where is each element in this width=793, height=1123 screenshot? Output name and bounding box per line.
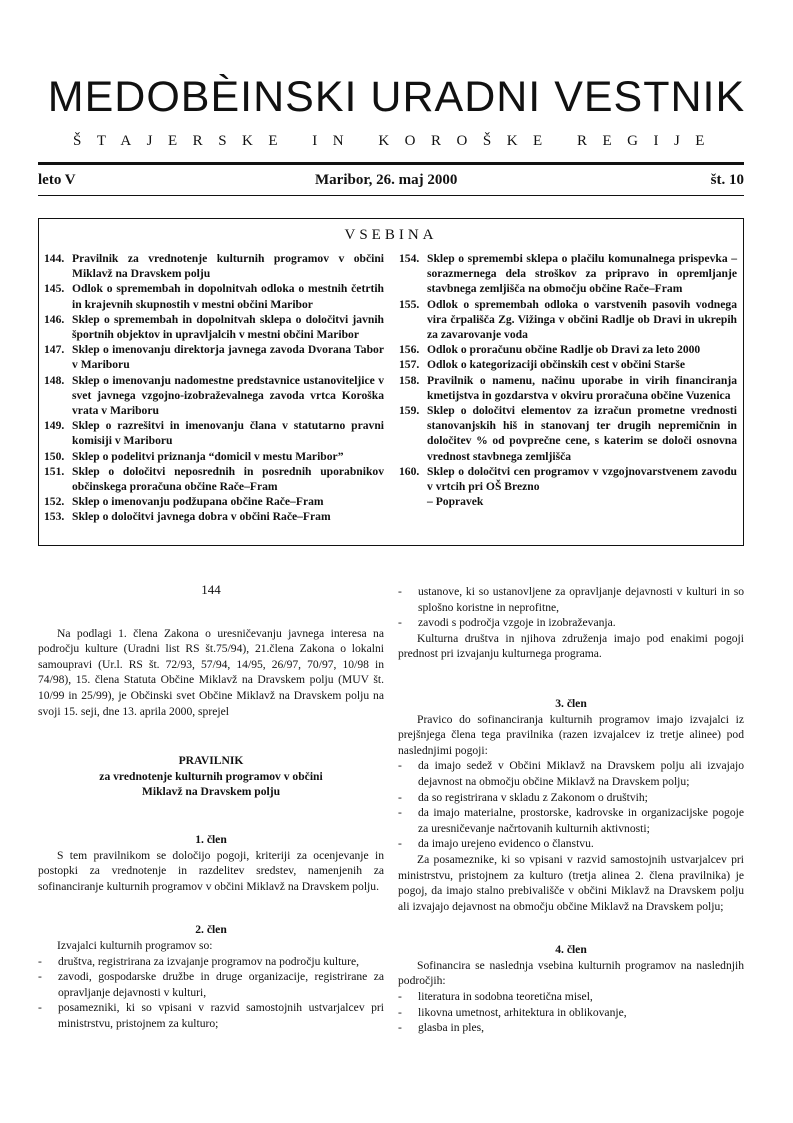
list-dash: - <box>38 970 42 984</box>
clen-4-heading: 4. člen <box>555 943 587 957</box>
list-item <box>398 1005 744 1021</box>
issue-line <box>38 172 744 192</box>
toc-entry[interactable] <box>399 297 737 343</box>
toc-right-column <box>399 251 737 509</box>
toc-entry[interactable] <box>399 464 737 494</box>
toc-entry[interactable] <box>399 373 737 403</box>
toc-entry-title: Odlok o spremembah in dopolnitvah odloka o mestnih četrtih in krajevnih skupnostih v mestni občini Maribor <box>72 282 384 311</box>
toc-entry[interactable] <box>44 494 384 509</box>
toc-entry-title: Sklep o razrešitvi in imenovanju člana v statutarno pravni komisiji v Mariboru <box>72 419 384 448</box>
masthead: MEDOBÈINSKI URADNI VESTNIK <box>47 73 746 121</box>
toc-entry-number: 145. <box>44 282 65 296</box>
list-item-text: zavodi s področja vzgoje in izobraževanja. <box>418 616 616 630</box>
toc-entry[interactable] <box>399 357 737 372</box>
toc-entry-title: Odlok o kategorizaciji občinskih cest v občini Starše <box>427 358 685 372</box>
list-item <box>398 584 744 615</box>
toc-entry-title: Sklep o določitvi neposrednih in posrednih uporabnikov občinskega proračuna občine Rače–Fram <box>72 464 384 494</box>
clen-4-list <box>398 989 744 1036</box>
list-item-text: da so registrirana v skladu z Zakonom o društvih; <box>418 790 648 804</box>
toc-entry-title: Sklep o določitvi cen programov v vzgojnovarstvenem zavodu v vrtcih pri OŠ Brezno <box>427 464 737 494</box>
issue-place-date: Maribor, 26. maj 2000 <box>315 172 458 188</box>
clen-2-list-left <box>38 954 384 1032</box>
toc-entry-number: 144. <box>44 252 65 265</box>
clen-4-intro: Sofinancira se naslednja vsebina kulturnih programov na naslednjih področjih: <box>398 958 744 988</box>
toc-entry[interactable] <box>399 403 737 464</box>
table-of-contents <box>38 218 744 546</box>
list-item-text: da imajo sedež v Občini Miklavž na Dravskem polju ali izvajajo dejavnost na območju občine Miklavž na Dravskem polju; <box>418 759 744 788</box>
list-dash: - <box>398 990 402 1004</box>
toc-entry-number: 160. <box>399 464 420 478</box>
list-item <box>38 1000 384 1031</box>
list-item <box>38 969 384 1000</box>
toc-entry-number: 153. <box>44 510 65 524</box>
clen-3-note: Za posameznike, ki so vpisani v razvid samostojnih ustvarjalcev pri ministrstvu, pristojnem za kulturo (tretja alinea 2. člena pravilnika) je pogoj, da imajo stalno prebivališče v občini Miklavž na Dravskem polju ali izvajajo dejavnost na območju občine Miklavž na Dravskem polju; <box>398 852 744 913</box>
clen-3-intro: Pravico do sofinanciranja kulturnih programov imajo izvajalci iz prejšnjega člena tega pravilnika (razen izvajalcev iz tretje alinee) pod naslednjimi pogoji: <box>398 712 744 757</box>
toc-entry-number: 148. <box>44 373 65 387</box>
clen-1-text: S tem pravilnikom se določijo pogoji, kriteriji za ocenjevanje in postopki za vrednotenje in razdelitev sredstev, namenjenih za sofinanciranje kulturnih programov v občini Miklavž na Dravskem polju. <box>38 848 384 893</box>
toc-entry-number: 147. <box>44 343 65 357</box>
toc-entry[interactable] <box>44 509 384 524</box>
toc-left-column <box>44 251 384 525</box>
document-title: PRAVILNIK <box>178 754 244 768</box>
list-item-text: ustanove, ki so ustanovljene za opravljanje dejavnosti v kulturi in so splošno koristne in neprofitne, <box>418 585 744 614</box>
toc-entry-number: 151. <box>44 464 65 478</box>
toc-entry-title: Pravilnik za vrednotenje kulturnih programov v občini Miklavž na Dravskem polju <box>72 252 384 281</box>
list-item <box>398 615 744 631</box>
list-item-text: glasba in ples, <box>418 1021 485 1035</box>
toc-entry[interactable] <box>399 251 737 297</box>
toc-entry-title: Pravilnik o namenu, načinu uporabe in virih financiranja kmetijstva in gozdarstva v okviru proračuna občine Vuzenica <box>427 373 737 402</box>
list-item-text: literatura in sodobna teoretična misel, <box>418 990 593 1004</box>
toc-entry-number: 159. <box>399 404 420 418</box>
toc-entry-number: 158. <box>399 373 420 387</box>
toc-entry-number: 150. <box>44 449 65 463</box>
list-item <box>398 790 744 806</box>
list-item <box>398 989 744 1005</box>
clen-2-list-right <box>398 584 744 631</box>
toc-entry-title: Sklep o določitvi elementov za izračun prometne vrednosti stanovanjskih hiš in stanovanj ter drugih nepremičnin in določitev % od povprečne cene, s katerim se določi osnovna vrednost stavbnega zemljišča <box>427 404 737 463</box>
list-dash: - <box>398 616 402 630</box>
toc-entry[interactable] <box>44 449 384 464</box>
list-dash: - <box>398 1005 402 1019</box>
list-dash: - <box>398 837 402 851</box>
list-dash: - <box>398 759 402 773</box>
list-dash: - <box>38 1001 42 1015</box>
toc-entry[interactable] <box>399 342 737 357</box>
toc-entry-number: 149. <box>44 419 65 433</box>
clen-1-heading: 1. člen <box>195 832 227 846</box>
list-item <box>398 836 744 852</box>
toc-entry[interactable] <box>44 251 384 281</box>
clen-2-intro: Izvajalci kulturnih programov so: <box>57 938 213 952</box>
toc-entry-number: 152. <box>44 495 65 509</box>
article-number: 144 <box>201 582 221 597</box>
clen-3-heading: 3. člen <box>555 696 587 710</box>
list-item-text: likovna umetnost, arhitektura in oblikovanje, <box>418 1005 627 1019</box>
toc-entry-title: Sklep o imenovanju podžupana občine Rače–Fram <box>72 495 324 509</box>
list-item <box>398 805 744 836</box>
list-dash: - <box>398 790 402 804</box>
toc-entry-number: 156. <box>399 343 420 357</box>
issue-number: št. 10 <box>710 172 744 188</box>
clen-2-heading: 2. člen <box>195 923 227 937</box>
list-dash: - <box>398 585 402 598</box>
toc-entry-title: Sklep o spremembah in dopolnitvah sklepa o določitvi javnih športnih objektov in upravljalcih v mestni občini Maribor <box>72 312 384 342</box>
toc-entry[interactable] <box>44 281 384 311</box>
masthead-subtitle: ŠTAJERSKE IN KOROŠKE REGIJE <box>73 133 720 149</box>
toc-entry-number: 157. <box>399 358 420 372</box>
toc-entry-title: Sklep o podelitvi priznanja “domicil v mestu Maribor” <box>72 449 344 463</box>
toc-entry-title: Sklep o imenovanju direktorja javnega zavoda Dvorana Tabor v Mariboru <box>72 343 384 372</box>
toc-entry-title: Sklep o določitvi javnega dobra v občini Rače–Fram <box>72 510 331 524</box>
toc-entry-number: 155. <box>399 297 420 311</box>
list-dash: - <box>398 1021 402 1035</box>
article-right-column <box>398 584 744 1036</box>
toc-entry[interactable] <box>44 418 384 448</box>
clen-2-note: Kulturna društva in njihova združenja imajo pod enakimi pogoji prednost pri izvajanju kulturnega programa. <box>398 631 744 661</box>
article-left-column <box>38 582 384 1031</box>
toc-entry[interactable] <box>44 464 384 494</box>
list-item-text: zavodi, gospodarske družbe in druge organizacije, registrirane za opravljanje dejavnosti v kulturi, <box>58 970 384 999</box>
list-dash: - <box>398 806 402 820</box>
toc-entry[interactable] <box>44 342 384 372</box>
list-item <box>398 1020 744 1036</box>
toc-entry[interactable] <box>44 312 384 342</box>
toc-entry-title: Odlok o spremembah odloka o varstvenih pasovih vodnega vira črpališča Zg. Vižinga v občini Radlje ob Dravi in ukrepih za zavarovanje voda <box>427 297 737 342</box>
list-item-text: posamezniki, ki so vpisani v razvid samostojnih ustvarjalcev pri ministrstvu, pristojnem za kulturo; <box>58 1001 384 1030</box>
toc-entry-number: 146. <box>44 312 65 326</box>
list-dash: - <box>38 954 42 968</box>
toc-entry-title: Odlok o proračunu občine Radlje ob Dravi za leto 2000 <box>427 343 701 357</box>
list-item <box>398 758 744 789</box>
list-item-text: da imajo urejeno evidenco o članstvu. <box>418 837 594 851</box>
document-subtitle: za vrednotenje kulturnih programov v občini Miklavž na Dravskem polju <box>99 769 323 799</box>
list-item-text: da imajo materialne, prostorske, kadrovske in organizacijske pogoje za uresničevanje načrtovanih kulturnih aktivnosti; <box>418 806 744 835</box>
toc-entry-number: 154. <box>399 252 420 265</box>
list-item-text: društva, registrirana za izvajanje programov na področju kulture, <box>58 954 360 968</box>
toc-entry[interactable] <box>44 373 384 419</box>
toc-entry-addendum: – Popravek <box>427 495 484 509</box>
list-item <box>38 954 384 970</box>
toc-entry-title: Sklep o imenovanju nadomestne predstavnice ustanoviteljice v svet javnega vzgojno-izobraževalnega zavoda vrtca Koroška vrata v Mariboru <box>72 373 384 418</box>
clen-3-list <box>398 758 744 852</box>
header-rule-thin <box>38 195 744 196</box>
toc-title: VSEBINA <box>344 227 438 243</box>
toc-entry-title: Sklep o spremembi sklepa o plačilu komunalnega prispevka – sorazmernega dela stroškov za pripravo in opremljanje stavbnega zemljišča na območju občine Rače–Fram <box>427 252 737 296</box>
issue-year: leto V <box>38 172 76 188</box>
preamble: Na podlagi 1. člena Zakona o uresničevanju javnega interesa na področju kulture (Uradni list RS št.75/94), 21.člena Zakona o lokalni samoupravi (Ur.l. RS št. 72/93, 57/94, 14/95, 26/97, 70/97, 10/98 in 74/98), 15. člena Statuta Občine Miklavž na Dravskem polju (MUV št. 10/99 in 25/99), je Občinski svet Občine Miklavž na Dravskem polju na svoji 15. seji, dne 13. aprila 2000, sprejel <box>38 626 384 718</box>
header-rule-thick <box>38 162 744 165</box>
